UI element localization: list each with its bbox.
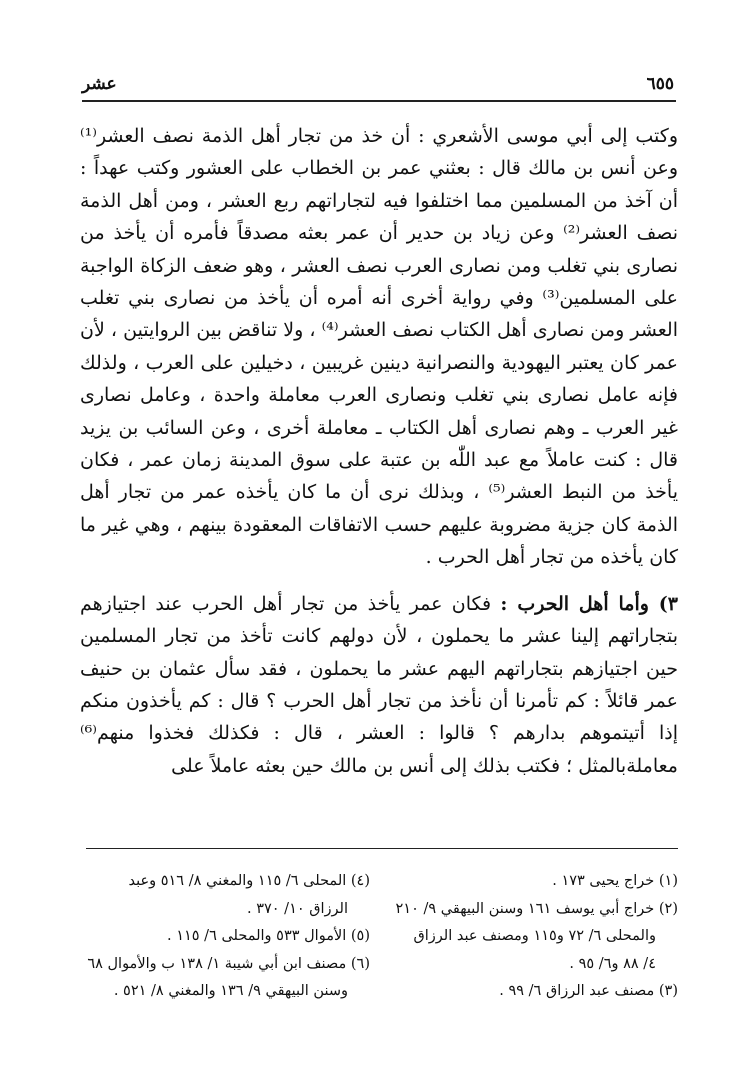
- footnote-2-continued: والمحلى ٦/ ٧٢ و١١٥ ومصنف عبد الرزاق: [413, 928, 656, 944]
- footnote-2: (٢) خراج أبي يوسف ١٦١ وسنن البيهقي ٩/ ٢١٠: [395, 900, 678, 917]
- paragraph-2: [80, 588, 678, 782]
- paragraph-1: [80, 120, 678, 574]
- footnote-3: (٣) مصنف عبد الرزاق ٦/ ٩٩ .: [499, 983, 678, 999]
- footnotes-left-column: [80, 868, 370, 1006]
- running-head: عشر: [82, 74, 117, 94]
- section-heading-ahl-al-harb: ٣) وأما أهل الحرب :: [500, 592, 678, 615]
- page-header: [82, 74, 674, 96]
- footnote-4-continued: الرزاق ١٠/ ٣٧٠ .: [246, 900, 348, 917]
- footnote-6-continued: وسنن البيهقي ٩/ ١٣٦ والمغني ٨/ ٥٢١ .: [113, 983, 348, 999]
- paragraph-2-text: فكان عمر يأخذ من تجار أهل الحرب عند اجتيازهم بتجاراتهم إلينا عشر ما يحملون ، لأن دولهم كانت تأخذ من تجار المسلمين حين اجتيازهم بتجاراتهم اليهم عشر ما يحملون ، فقد سأل عثمان بن حنيف عمر قائلاً : كم تأمرنا أن نأخذ من تجار أهل الحرب ؟ قال : كم يأخذون منكم إذا أتيتموهم بدارهم ؟ قالوا : العشر ، قال : فكذلك فخذوا منهم⁽⁶⁾ معاملةبالمثل ؛ فكتب بذلك إلى أنس بن مالك حين بعثه عاملاً على: [80, 592, 678, 777]
- paragraph-1-text: وكتب إلى أبي موسى الأشعري : أن خذ من تجار أهل الذمة نصف العشر⁽¹⁾ وعن أنس بن مالك قال : بعثني عمر بن الخطاب على العشور وكتب عهداً : أن آخذ من المسلمين مما اختلفوا فيه لتجاراتهم ربع العشر ، ومن أهل الذمة نصف العشر⁽²⁾ وعن زياد بن حدير أن عمر بعثه مصدقاً فأمره أن يأخذ من نصارى بني تغلب ومن نصارى العرب نصف العشر ، وهو ضعف الزكاة الواجبة على المسلمين⁽³⁾ وفي رواية أخرى أنه أمره أن يأخذ من نصارى بني تغلب العشر ومن نصارى أهل الكتاب نصف العشر⁽⁴⁾ ، ولا تناقض بين الروايتين ، لأن عمر كان يعتبر اليهودية والنصرانية دينين غريبين ، دخيلين على العرب ، ولذلك فإنه عامل نصارى بني تغلب ونصارى العرب معاملة واحدة ، وعامل نصارى غير العرب ـ وهم نصارى أهل الكتاب ـ معاملة أخرى ، وعن السائب بن يزيد قال : كنت عاملاً مع عبد اللّٰه بن عتبة على سوق المدينة زمان عمر ، فكان يأخذ من النبط العشر⁽⁵⁾ ، وبذلك نرى أن ما كان يأخذه عمر من تجار أهل الذمة كان جزية مضروبة عليهم حسب الاتفاقات المعقودة بينهم ، وهي غير ما كان يأخذه من تجار أهل الحرب .: [80, 125, 679, 569]
- footnote-5: (٥) الأموال ٥٣٣ والمحلى ٦/ ١١٥ .: [166, 928, 370, 944]
- footnotes-right-column: [388, 868, 678, 1006]
- footnotes: [80, 868, 678, 1018]
- footnote-1: (١) خراج يحيى ١٧٣ .: [552, 873, 678, 889]
- footnote-6: (٦) مصنف ابن أبي شيبة ١/ ١٣٨ ب والأموال ٦٨: [87, 955, 370, 972]
- footnote-rule: [86, 848, 678, 849]
- footnote-2-continued-2: ٤/ ٨٨ و٦/ ٩٥ .: [569, 955, 656, 972]
- body-text: [80, 120, 678, 782]
- page-number: ٦٥٥: [646, 74, 674, 94]
- footnote-4: (٤) المحلى ٦/ ١١٥ والمغني ٨/ ٥١٦ وعبد: [128, 873, 370, 889]
- header-rule: [82, 100, 676, 102]
